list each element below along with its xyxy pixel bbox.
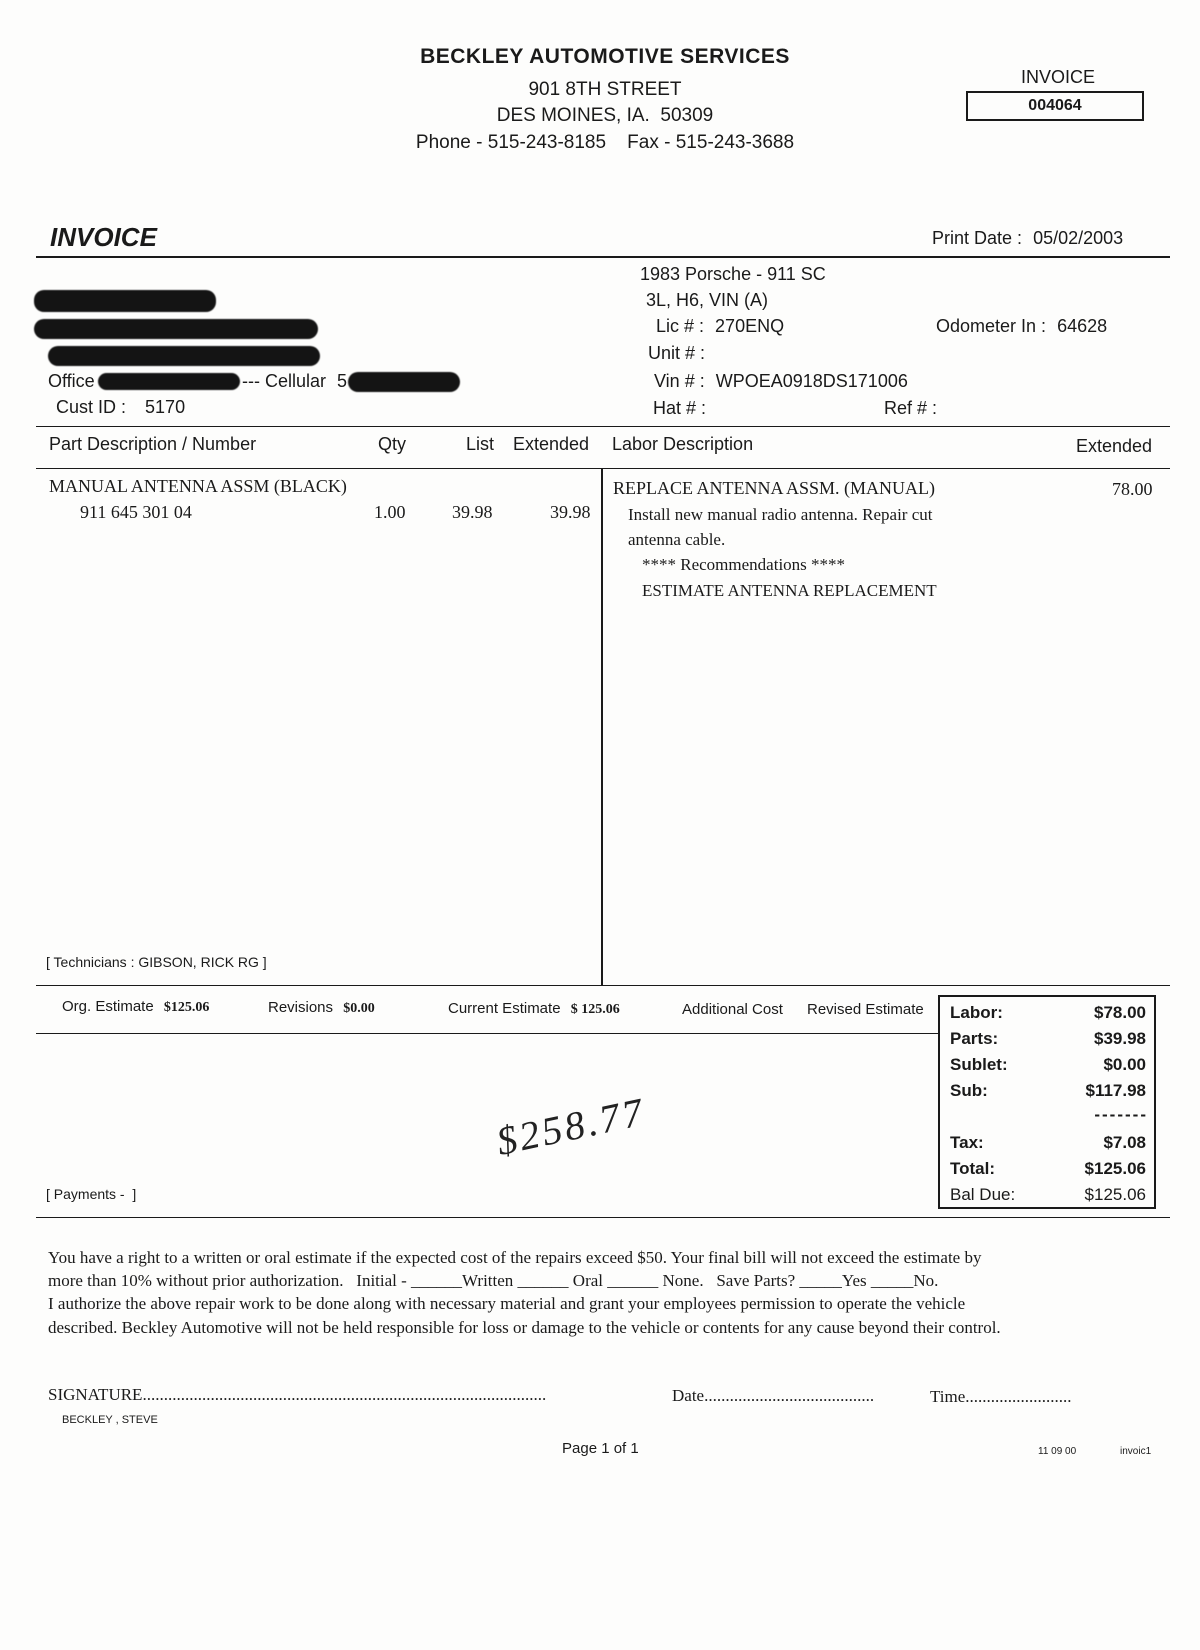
revisions-value: $0.00 xyxy=(343,1001,375,1016)
terms-line4: described. Beckley Automotive will not be held responsible for loss or damage to the vehicle or contents for any cause beyond their control. xyxy=(48,1318,1001,1337)
company-name: BECKLEY AUTOMOTIVE SERVICES xyxy=(420,45,790,68)
labor-extended: 78.00 xyxy=(1112,479,1153,499)
sub-total-value: $117.98 xyxy=(1085,1081,1146,1100)
totals-box xyxy=(938,995,1156,1209)
vehicle-rule xyxy=(36,426,1170,427)
invoice-number: 004064 xyxy=(1028,97,1082,114)
org-estimate-label: Org. Estimate xyxy=(62,998,154,1015)
office-label: Office xyxy=(48,371,95,391)
labor-total-value: $78.00 xyxy=(1094,1003,1146,1022)
labor-col-description: Labor Description xyxy=(612,434,754,454)
tax-label: Tax: xyxy=(950,1133,984,1152)
sub-total-label: Sub: xyxy=(950,1081,988,1100)
grand-total-row xyxy=(950,1159,1146,1179)
parts-col-extended: Extended xyxy=(513,434,590,454)
part-qty: 1.00 xyxy=(374,502,406,522)
grand-total-label: Total: xyxy=(950,1159,996,1178)
sublet-total-label: Sublet: xyxy=(950,1055,1008,1074)
tax-row xyxy=(950,1133,1146,1153)
terms-line1: You have a right to a written or oral estimate if the expected cost of the repairs exceed $50. Your final bill will not exceed the estimate by xyxy=(48,1248,982,1267)
redacted-customer-address xyxy=(34,319,318,339)
revisions xyxy=(268,999,375,1017)
invoice-box-label: INVOICE xyxy=(1020,67,1095,87)
labor-title: REPLACE ANTENNA ASSM. (MANUAL) xyxy=(613,478,936,498)
labor-col-extended: Extended xyxy=(1076,436,1153,456)
company-address-line2: DES MOINES, IA. 50309 xyxy=(496,105,714,126)
redacted-cellular-phone xyxy=(348,372,460,392)
labor-detail-line2: antenna cable. xyxy=(628,530,726,549)
signature-line: SIGNATURE............................................................................................... xyxy=(48,1385,547,1404)
print-date xyxy=(932,228,1123,249)
cust-id-value: 5170 xyxy=(145,397,186,417)
current-estimate xyxy=(448,1000,620,1018)
parts-total-row xyxy=(950,1029,1146,1049)
vehicle-vin xyxy=(654,371,908,392)
estimate-bottom-rule xyxy=(36,1033,938,1034)
vin-value: WPOEA0918DS171006 xyxy=(715,371,908,391)
additional-cost-label: Additional Cost xyxy=(682,1001,783,1018)
customer-phone-line xyxy=(48,371,95,392)
vin-label: Vin # : xyxy=(654,371,705,391)
estimate-top-rule xyxy=(36,985,1170,986)
doc-title: INVOICE xyxy=(50,222,157,252)
time-line: Time......................... xyxy=(930,1387,1072,1406)
parts-col-description: Part Description / Number xyxy=(49,434,257,454)
redacted-customer-name xyxy=(34,290,216,312)
part-list-price: 39.98 xyxy=(452,502,493,522)
cust-id-label: Cust ID : xyxy=(56,397,127,417)
lic-value: 270ENQ xyxy=(715,316,785,336)
part-extended: 39.98 xyxy=(550,502,591,522)
revised-estimate-label: Revised Estimate xyxy=(807,1001,924,1018)
sublet-total-value: $0.00 xyxy=(1103,1055,1146,1074)
cellular-fragment: 5 xyxy=(337,371,348,391)
labor-detail-line1: Install new manual radio antenna. Repair cut xyxy=(628,505,933,524)
header-rule xyxy=(36,256,1170,258)
odometer-value: 64628 xyxy=(1057,316,1108,336)
terms-rule xyxy=(36,1217,1170,1218)
redacted-office-phone xyxy=(98,373,240,390)
org-estimate xyxy=(62,998,209,1016)
labor-total-row xyxy=(950,1003,1146,1023)
redacted-customer-city xyxy=(48,346,320,366)
date-line: Date........................................ xyxy=(672,1386,875,1405)
grand-total-value: $125.06 xyxy=(1084,1159,1146,1178)
company-address-line1: 901 8TH STREET xyxy=(528,79,682,100)
tax-value: $7.08 xyxy=(1103,1133,1146,1152)
terms-line2: more than 10% without prior authorization. Initial - ______Written ______ Oral ______ None. Save Parts? _____Yes _____No. xyxy=(48,1271,939,1290)
totals-dashes: ------- xyxy=(1094,1105,1148,1124)
odometer xyxy=(936,316,1107,337)
current-estimate-label: Current Estimate xyxy=(448,1000,561,1017)
vehicle-model: 1983 Porsche - 911 SC xyxy=(640,264,826,284)
page-number: Page 1 of 1 xyxy=(562,1440,639,1457)
print-date-label: Print Date : xyxy=(932,228,1023,248)
cellular-label: Cellular xyxy=(265,371,327,391)
column-divider xyxy=(601,468,603,985)
signer-name: BECKLEY , STEVE xyxy=(62,1414,158,1426)
balance-due-row xyxy=(950,1185,1146,1205)
company-phone-fax: Phone - 515-243-8185 Fax - 515-243-3688 xyxy=(415,132,795,153)
vehicle-lic xyxy=(656,316,784,337)
sublet-total-row xyxy=(950,1055,1146,1075)
recommendations-header: **** Recommendations **** xyxy=(642,555,846,574)
hat-label: Hat # : xyxy=(653,398,707,418)
balance-due-value: $125.06 xyxy=(1084,1185,1146,1204)
invoice-number-box xyxy=(966,91,1144,121)
terms-line3: I authorize the above repair work to be done along with necessary material and grant your employees permission to operate the vehicle xyxy=(48,1294,966,1313)
office-phone-fragment: --- xyxy=(242,371,260,391)
part-name: MANUAL ANTENNA ASSM (BLACK) xyxy=(49,476,347,496)
lic-label: Lic # : xyxy=(656,316,705,336)
ref-label: Ref # : xyxy=(884,398,938,418)
recommendation-item: ESTIMATE ANTENNA REPLACEMENT xyxy=(642,581,937,600)
balance-due-label: Bal Due: xyxy=(950,1185,1016,1204)
revisions-label: Revisions xyxy=(268,999,334,1016)
technicians: [ Technicians : GIBSON, RICK RG ] xyxy=(46,954,267,970)
form-code-name: invoic1 xyxy=(1120,1446,1152,1457)
payments: [ Payments - ] xyxy=(46,1186,137,1202)
form-code-date: 11 09 00 xyxy=(1038,1446,1077,1457)
sub-total-row xyxy=(950,1081,1146,1101)
current-estimate-value: $ 125.06 xyxy=(570,1002,620,1017)
columns-rule xyxy=(36,468,1170,469)
handwritten-amount: $258.77 xyxy=(492,1088,650,1165)
parts-total-value: $39.98 xyxy=(1094,1029,1146,1048)
vehicle-engine: 3L, H6, VIN (A) xyxy=(646,290,769,310)
unit-label: Unit # : xyxy=(648,343,706,363)
parts-total-label: Parts: xyxy=(950,1029,999,1048)
print-date-value: 05/02/2003 xyxy=(1033,228,1124,248)
parts-col-qty: Qty xyxy=(378,434,407,454)
labor-total-label: Labor: xyxy=(950,1003,1003,1022)
odometer-label: Odometer In : xyxy=(936,316,1047,336)
cust-id xyxy=(56,397,185,418)
org-estimate-value: $125.06 xyxy=(163,1000,210,1015)
part-number: 911 645 301 04 xyxy=(80,502,192,522)
parts-col-list: List xyxy=(466,434,495,454)
